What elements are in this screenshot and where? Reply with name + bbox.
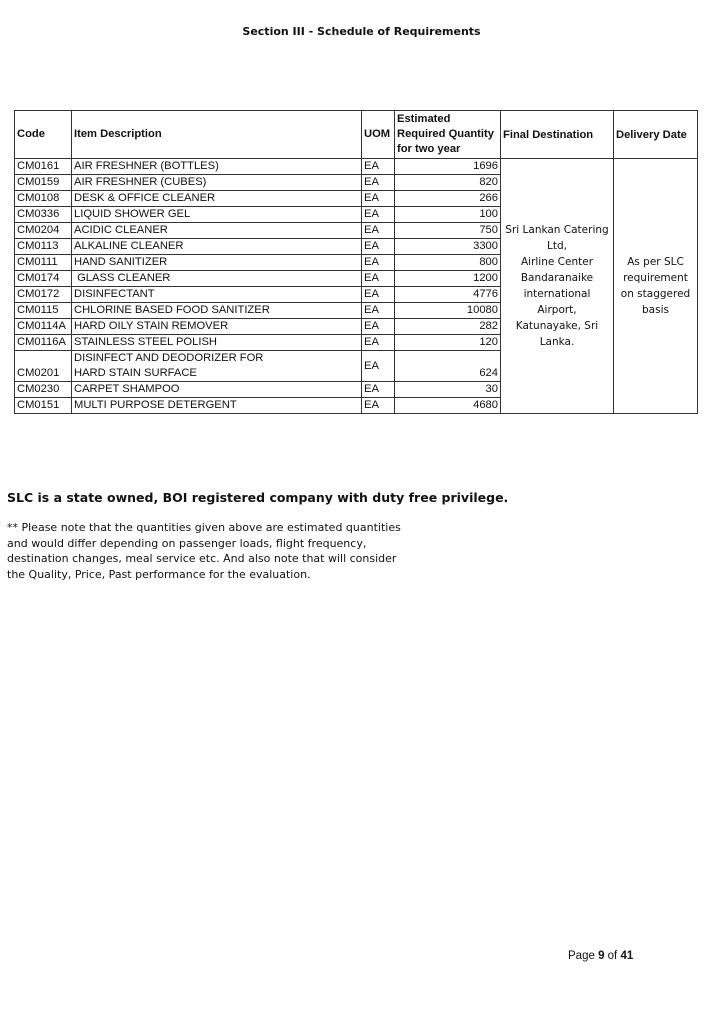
cell-quantity: 800 [395, 255, 501, 271]
cell-uom: EA [362, 271, 395, 287]
destination-line: international Airport, [523, 288, 591, 316]
cell-code: CM0113 [15, 239, 72, 255]
table-header-row [15, 111, 698, 159]
note-line: ** Please note that the quantities given above are estimated quantities [7, 521, 401, 534]
cell-description: ALKALINE CLEANER [72, 239, 362, 255]
cell-code: CM0230 [15, 382, 72, 398]
cell-quantity: 624 [395, 351, 501, 382]
cell-code: CM0201 [15, 351, 72, 382]
quantity-note [7, 520, 407, 582]
delivery-line: on staggered [620, 288, 691, 300]
delivery-line: basis [642, 304, 669, 316]
cell-description: HARD OILY STAIN REMOVER [72, 319, 362, 335]
cell-description: LIQUID SHOWER GEL [72, 207, 362, 223]
cell-quantity: 100 [395, 207, 501, 223]
table-row [15, 159, 698, 175]
cell-description: CHLORINE BASED FOOD SANITIZER [72, 303, 362, 319]
cell-quantity: 1200 [395, 271, 501, 287]
destination-line: Katunayake, Sri [515, 320, 599, 332]
cell-description: AIR FRESHNER (BOTTLES) [72, 159, 362, 175]
column-header-quantity: Estimated Required Quantity for two year [395, 111, 501, 159]
of-label: of [604, 950, 621, 962]
cell-description: STAINLESS STEEL POLISH [72, 335, 362, 351]
note-line: the Quality, Price, Past performance for the evaluation. [7, 567, 311, 581]
cell-code: CM0204 [15, 223, 72, 239]
column-header-description: Item Description [72, 111, 362, 159]
delivery-line: requirement [623, 272, 688, 284]
cell-code: CM0161 [15, 159, 72, 175]
destination-line: Sri Lankan Catering [505, 224, 609, 236]
note-line: and would differ depending on passenger loads, flight frequency, [7, 536, 367, 550]
description-line: HARD STAIN SURFACE [74, 367, 197, 379]
cell-quantity: 4776 [395, 287, 501, 303]
column-header-uom: UOM [362, 111, 395, 159]
description-line: DISINFECT AND DEODORIZER FOR [74, 352, 264, 364]
cell-quantity: 282 [395, 319, 501, 335]
cell-uom: EA [362, 255, 395, 271]
cell-final-destination [501, 159, 614, 414]
cell-description: MULTI PURPOSE DETERGENT [72, 398, 362, 414]
cell-uom: EA [362, 287, 395, 303]
cell-description [72, 351, 362, 382]
cell-uom: EA [362, 303, 395, 319]
cell-quantity: 750 [395, 223, 501, 239]
cell-code: CM0116A [15, 335, 72, 351]
page-label: Page [568, 950, 599, 962]
cell-description: ACIDIC CLEANER [72, 223, 362, 239]
cell-uom: EA [362, 223, 395, 239]
cell-quantity: 10080 [395, 303, 501, 319]
page-number [568, 950, 633, 962]
column-header-code: Code [15, 111, 72, 159]
cell-code: CM0115 [15, 303, 72, 319]
cell-quantity: 4680 [395, 398, 501, 414]
cell-uom: EA [362, 191, 395, 207]
cell-uom: EA [362, 159, 395, 175]
cell-code: CM0174 [15, 271, 72, 287]
cell-code: CM0151 [15, 398, 72, 414]
column-header-delivery-date: Delivery Date [614, 111, 698, 159]
cell-quantity: 1696 [395, 159, 501, 175]
cell-code: CM0172 [15, 287, 72, 303]
cell-quantity: 30 [395, 382, 501, 398]
destination-line: Airline Center [520, 256, 594, 268]
cell-uom: EA [362, 319, 395, 335]
cell-code: CM0159 [15, 175, 72, 191]
cell-uom: EA [362, 239, 395, 255]
cell-description: HAND SANITIZER [72, 255, 362, 271]
cell-code: CM0114A [15, 319, 72, 335]
cell-code: CM0108 [15, 191, 72, 207]
duty-free-statement: SLC is a state owned, BOI registered company with duty free privilege. [7, 490, 509, 505]
section-title: Section III - Schedule of Requirements [242, 25, 481, 38]
cell-code: CM0336 [15, 207, 72, 223]
column-header-final-destination: Final Destination [501, 111, 614, 159]
cell-quantity: 820 [395, 175, 501, 191]
cell-uom: EA [362, 398, 395, 414]
current-page: 9 [598, 950, 605, 962]
cell-uom: EA [362, 175, 395, 191]
delivery-line: As per SLC [627, 256, 684, 268]
schedule-of-requirements-table [14, 110, 698, 414]
cell-quantity: 3300 [395, 239, 501, 255]
cell-delivery-date [614, 159, 698, 414]
cell-quantity: 120 [395, 335, 501, 351]
cell-description: GLASS CLEANER [72, 271, 362, 287]
cell-code: CM0111 [15, 255, 72, 271]
cell-uom: EA [362, 207, 395, 223]
cell-uom: EA [362, 382, 395, 398]
cell-description: AIR FRESHNER (CUBES) [72, 175, 362, 191]
note-line: destination changes, meal service etc. And also note that will consider [7, 552, 397, 565]
destination-line: Ltd, [547, 240, 567, 252]
cell-quantity: 266 [395, 191, 501, 207]
destination-line: Bandaranaike [520, 272, 594, 284]
cell-uom: EA [362, 351, 395, 382]
total-pages: 41 [620, 950, 634, 962]
cell-description: CARPET SHAMPOO [72, 382, 362, 398]
cell-description: DISINFECTANT [72, 287, 362, 303]
destination-line: Lanka. [539, 336, 575, 348]
cell-description: DESK & OFFICE CLEANER [72, 191, 362, 207]
cell-uom: EA [362, 335, 395, 351]
